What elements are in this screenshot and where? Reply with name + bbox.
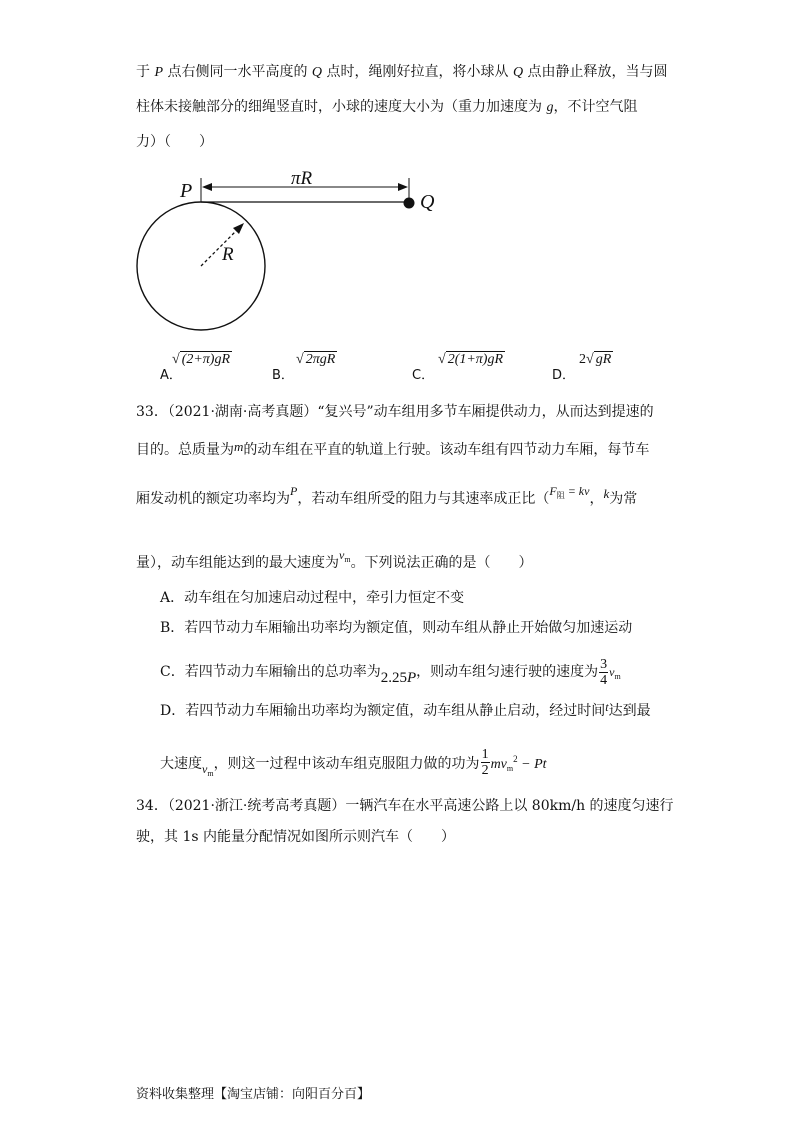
q33-option-a[interactable]: A．动车组在匀加速启动过程中，牵引力恒定不变 <box>160 590 465 606</box>
radius-line <box>201 226 241 266</box>
label-length: πR <box>291 170 313 189</box>
footer-source: 资料收集整理【淘宝店铺：向阳百分百】 <box>136 1087 371 1102</box>
q33-option-b[interactable]: B．若四节动力车厢输出功率均为额定值，则动车组从静止开始做匀加速运动 <box>160 620 633 636</box>
q32-stem-line-1: 于 P 点右侧同一水平高度的 Q 点时，绳刚好拉直，将小球从 Q 点由静止释放，当与圆 <box>136 64 668 80</box>
q33-option-d-line-2: 大速度$v_m$，则这一过程中该动车组克服阻力做的功为 $\frac{1}{2}$ $mv_m^2 - Pt$ <box>160 747 547 778</box>
q33-option-c[interactable]: C．若四节动力车厢输出的总功率为2.25P，则动车组匀速行驶的速度为 $\frac{3}{4}$ $v_m$ <box>160 657 621 688</box>
dimension-arrow-left <box>202 183 212 191</box>
q33-stem-line-3: 厢发动机的额定功率均为P，若动车组所受的阻力与其速率成正比（$F_阻$ = kv，k为常 <box>136 484 638 507</box>
label-radius: R <box>222 244 234 265</box>
q33-stem-line-4: 量），动车组能达到的最大速度为$v_m$。下列说法正确的是（ ） <box>136 548 533 571</box>
q34-stem-line-2: 驶，其 1s 内能量分配情况如图所示则汽车（ ） <box>136 829 455 845</box>
q33-stem-line-2: 目的。总质量为m的动车组在平直的轨道上行驶。该动车组有四节动力车厢，每节车 <box>136 439 650 458</box>
radius-arrow <box>233 223 244 234</box>
label-q: Q <box>420 191 435 213</box>
q32-figure <box>128 170 458 350</box>
q33-option-d-line-1[interactable]: D．若四节动力车厢输出功率均为额定值，动车组从静止启动，经过时间t达到最 <box>160 700 651 719</box>
q32-stem-line-3: 力）（ ） <box>136 134 213 150</box>
label-p: P <box>180 180 193 202</box>
dimension-arrow-right <box>398 183 408 191</box>
q32-stem-line-2: 柱体未接触部分的细绳竖直时，小球的速度大小为（重力加速度为 g，不计空气阻 <box>136 99 638 115</box>
q34-stem-line-1: 34．（2021·浙江·统考高考真题）一辆汽车在水平高速公路上以 80km/h 的速度匀速行 <box>136 798 674 814</box>
ball <box>404 198 415 209</box>
q33-stem-line-1: 33．（2021·湖南·高考真题）“复兴号”动车组用多节车厢提供动力，从而达到提速的 <box>136 404 654 420</box>
